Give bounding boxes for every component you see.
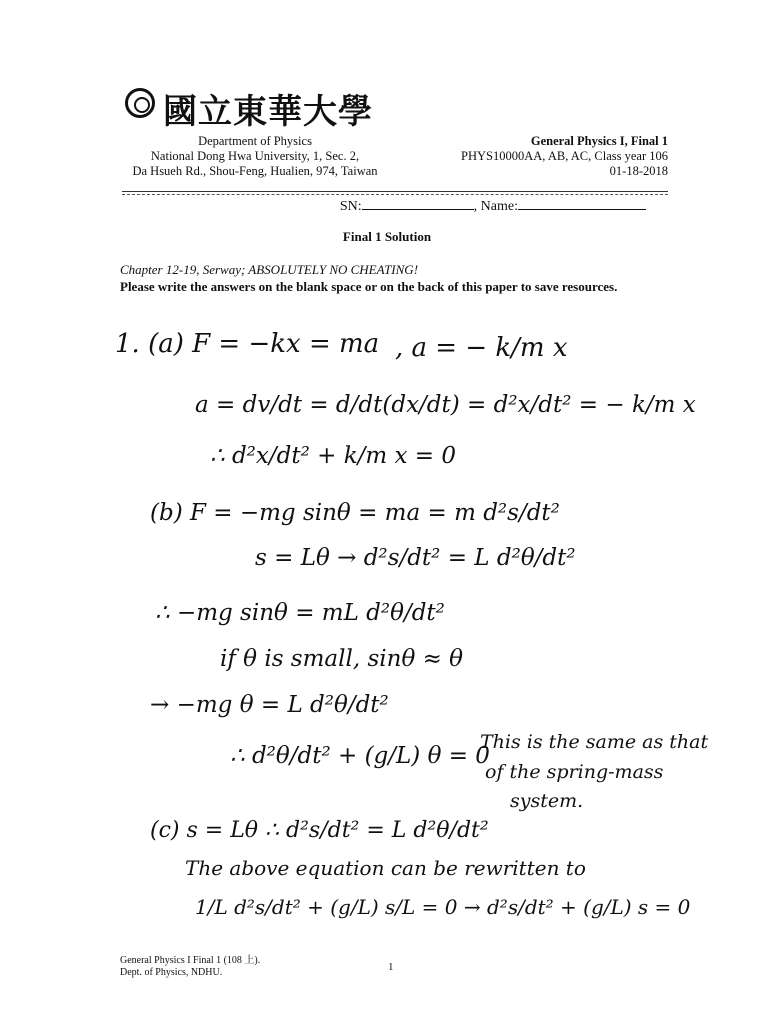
chapter-note: Chapter 12-19, Serway; ABSOLUTELY NO CHEATING! (120, 262, 419, 277)
solution-line: (c) s = Lθ ∴ d²s/dt² = L d²θ/dt² (150, 818, 489, 843)
dept-line: National Dong Hwa University, 1, Sec. 2, (150, 149, 360, 163)
header-divider-dashed (122, 194, 668, 195)
student-info-line (120, 197, 646, 215)
dept-line: Da Hsueh Rd., Shou-Feng, Hualien, 974, Taiwan (132, 164, 378, 178)
solution-line: This is the same as that (480, 731, 709, 753)
solution-line: of the spring-mass (485, 761, 664, 783)
footer-line: Dept. of Physics, NDHU. (120, 967, 223, 978)
solution-line: ∴ −mg sinθ = mL d²θ/dt² (155, 600, 445, 626)
solution-line: , a = − k/m x (395, 333, 568, 363)
solution-line: → −mg θ = L d²θ/dt² (150, 692, 389, 718)
handwritten-solution (110, 320, 750, 930)
solution-line: system. (510, 790, 584, 812)
page-number: 1 (388, 961, 394, 973)
solution-line: a = dv/dt = d/dt(dx/dt) = d²x/dt² = − k/m x (195, 392, 696, 418)
course-info (410, 134, 668, 179)
footer-line: General Physics I Final 1 (108 上). (120, 955, 261, 966)
course-title: General Physics I, Final 1 (530, 134, 668, 148)
header-divider (122, 191, 668, 192)
sn-label: SN: (339, 199, 362, 214)
university-seal-icon (125, 88, 155, 118)
solution-line: 1/L d²s/dt² + (g/L) s/L = 0 → d²s/dt² + (g/L) s = 0 (195, 895, 691, 919)
university-name-cn: 國立東華大學 (163, 92, 373, 132)
page-title: Final 1 Solution (342, 229, 432, 244)
footer-course (120, 955, 260, 979)
name-blank[interactable] (518, 197, 646, 210)
solution-line: ∴ d²θ/dt² + (g/L) θ = 0 (230, 743, 490, 769)
dept-line: Department of Physics (198, 134, 312, 148)
sn-blank[interactable] (362, 197, 474, 210)
solution-line: ∴ d²x/dt² + k/m x = 0 (210, 443, 456, 469)
name-label: , Name: (473, 199, 518, 214)
solution-line: (b) F = −mg sinθ = ma = m d²s/dt² (150, 500, 560, 526)
course-code: PHYS10000AA, AB, AC, Class year 106 (461, 149, 668, 163)
solution-line: The above equation can be rewritten to (185, 856, 586, 880)
solution-line: if θ is small, sinθ ≈ θ (220, 646, 464, 672)
solution-line: 1. (a) F = −kx = ma (115, 329, 380, 359)
instructions-note: Please write the answers on the blank space or on the back of this paper to save resources. (120, 279, 618, 294)
solution-line: s = Lθ → d²s/dt² = L d²θ/dt² (255, 545, 576, 571)
department-address (110, 134, 400, 179)
exam-date: 01-18-2018 (609, 164, 668, 178)
